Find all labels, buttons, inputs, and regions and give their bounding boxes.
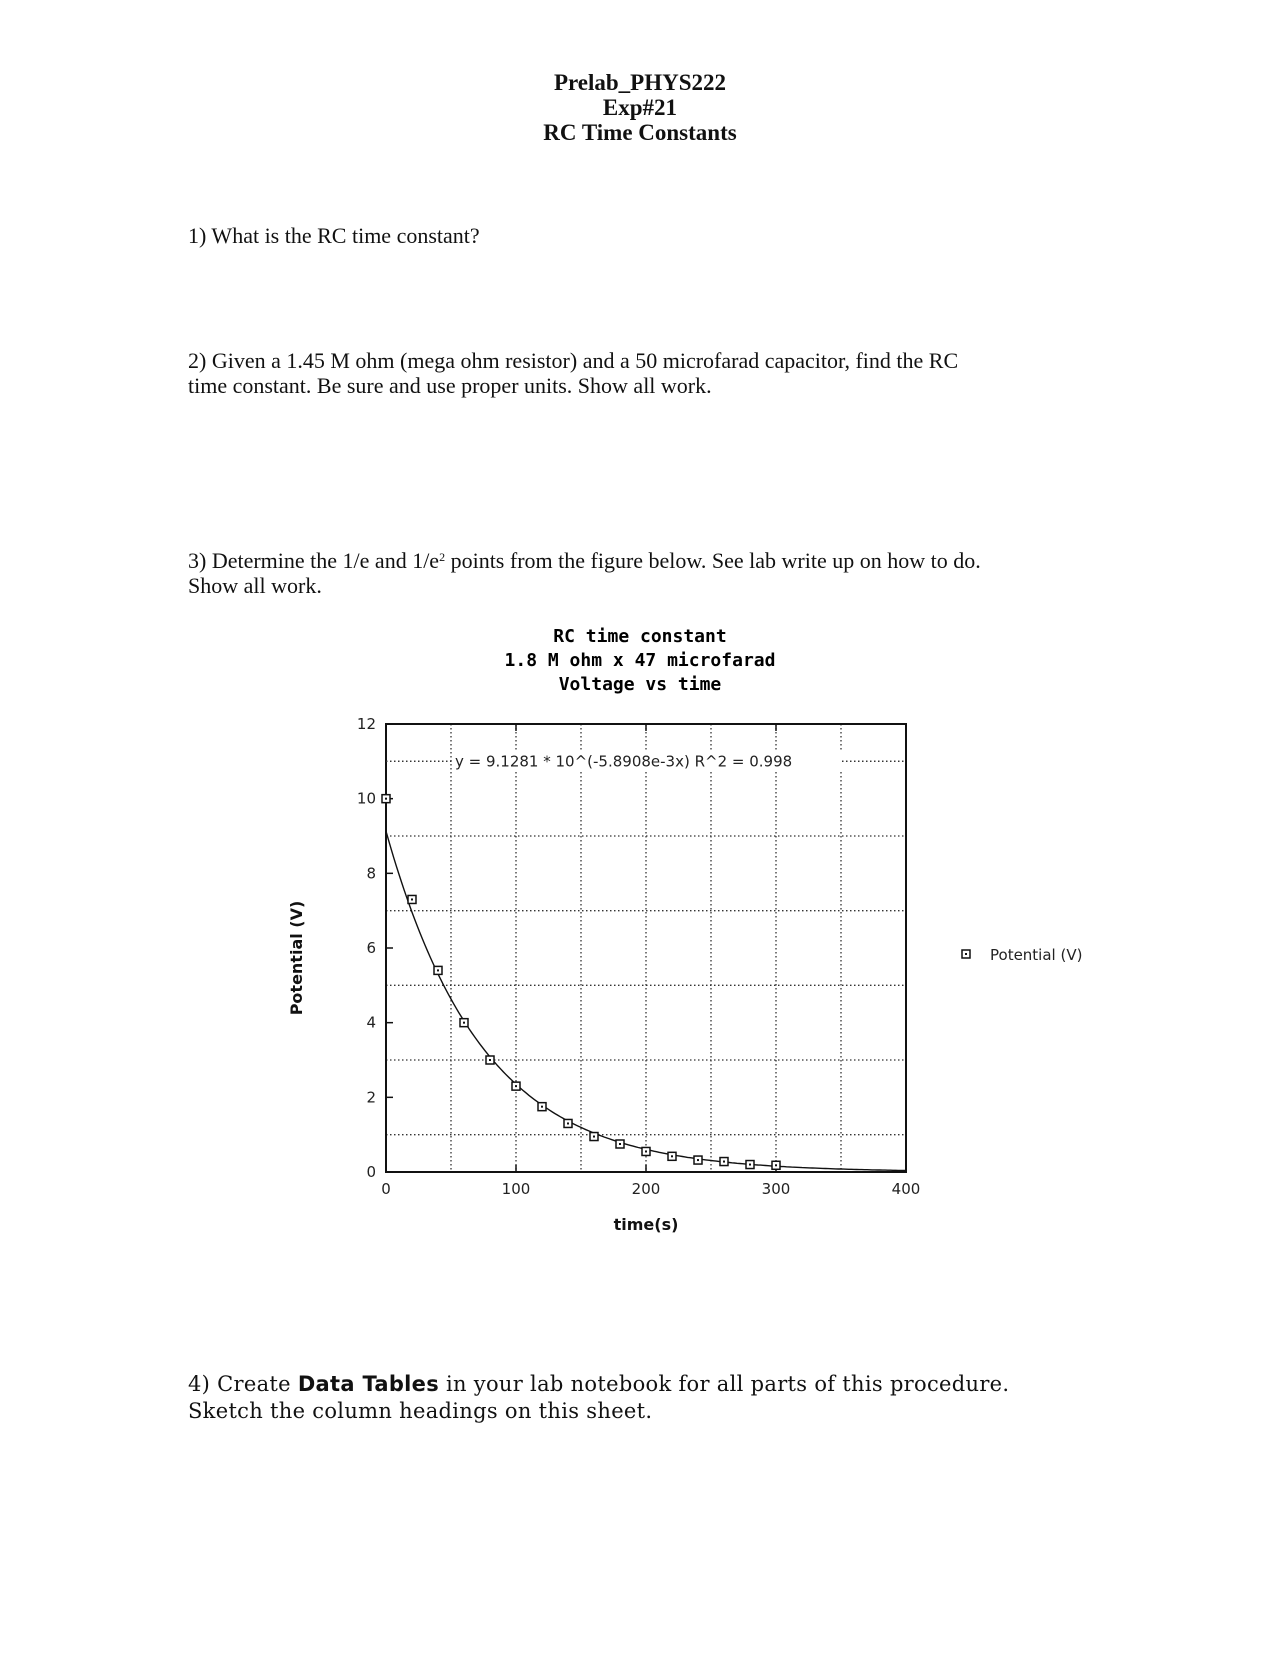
x-tick-label: 400 (891, 1180, 921, 1198)
data-point-center (437, 969, 439, 971)
fit-equation-label: y = 9.1281 * 10^(-5.8908e-3x) R^2 = 0.998 (455, 752, 793, 771)
data-point-center (775, 1164, 777, 1166)
chart-title-line: RC time constant (553, 626, 727, 647)
data-point-center (697, 1159, 699, 1161)
y-axis-label: Potential (V) (287, 900, 306, 1016)
question-4-bold: Data Tables (297, 1372, 440, 1396)
y-tick-label: 8 (366, 864, 376, 883)
legend-marker-center (965, 953, 967, 955)
y-tick-label: 4 (366, 1013, 376, 1032)
y-tick-label: 2 (366, 1088, 376, 1107)
data-point-center (645, 1150, 647, 1152)
axis-labels (287, 901, 678, 1234)
x-tick-label: 100 (501, 1180, 531, 1198)
question-3-part-2: points from the figure below. See lab write up on how to do. (445, 548, 981, 573)
question-3-line-2: Show all work. (188, 573, 322, 598)
question-2-line-1: 2) Given a 1.45 M ohm (mega ohm resistor) and a 50 microfarad capacitor, find the RC (188, 348, 959, 373)
x-tick-label: 300 (761, 1180, 791, 1198)
legend-label: Potential (V) (990, 946, 1083, 964)
data-point-center (723, 1161, 725, 1163)
y-tick-label: 10 (356, 789, 376, 808)
data-point-center (593, 1136, 595, 1138)
data-point-center (385, 798, 387, 800)
chart-title (505, 626, 776, 695)
data-point-center (541, 1106, 543, 1108)
data-point-center (489, 1059, 491, 1061)
x-axis-label: time(s) (613, 1215, 679, 1234)
chart-grid (386, 724, 906, 1172)
data-point-center (671, 1155, 673, 1157)
data-point-center (463, 1022, 465, 1024)
question-4-part-1: 4) Create (188, 1372, 298, 1396)
experiment-title: RC Time Constants (543, 120, 737, 145)
question-4 (188, 1371, 1088, 1425)
question-4-line-1 (188, 1371, 1088, 1398)
question-2-line-2: time constant. Be sure and use proper units. Show all work. (188, 373, 712, 398)
fit-equation-group (386, 750, 906, 770)
x-tick-label: 200 (631, 1180, 661, 1198)
question-1-text: 1) What is the RC time constant? (188, 223, 480, 248)
question-3-part-1: 3) Determine the 1/e and 1/e (188, 548, 440, 573)
data-point-center (515, 1085, 517, 1087)
data-point-center (619, 1143, 621, 1145)
chart-legend (962, 946, 1082, 964)
chart-title-line: Voltage vs time (558, 674, 722, 695)
x-tick-label: 0 (381, 1180, 391, 1198)
data-point-center (567, 1122, 569, 1124)
question-4-part-2: in your lab notebook for all parts of this procedure. (439, 1372, 1010, 1396)
y-tick-label: 12 (356, 715, 376, 733)
axis-ticks (357, 715, 920, 1198)
experiment-number: Exp#21 (602, 95, 678, 120)
y-tick-label: 6 (366, 939, 376, 957)
chart-title-line: 1.8 M ohm x 47 microfarad (504, 650, 776, 671)
y-tick-label: 0 (366, 1163, 376, 1181)
course-title: Prelab_PHYS222 (553, 70, 727, 95)
data-point-center (749, 1164, 751, 1166)
question-4-line-2: Sketch the column headings on this sheet. (188, 1399, 653, 1423)
question-3-superscript: 2 (439, 550, 446, 564)
data-point-center (411, 898, 413, 900)
